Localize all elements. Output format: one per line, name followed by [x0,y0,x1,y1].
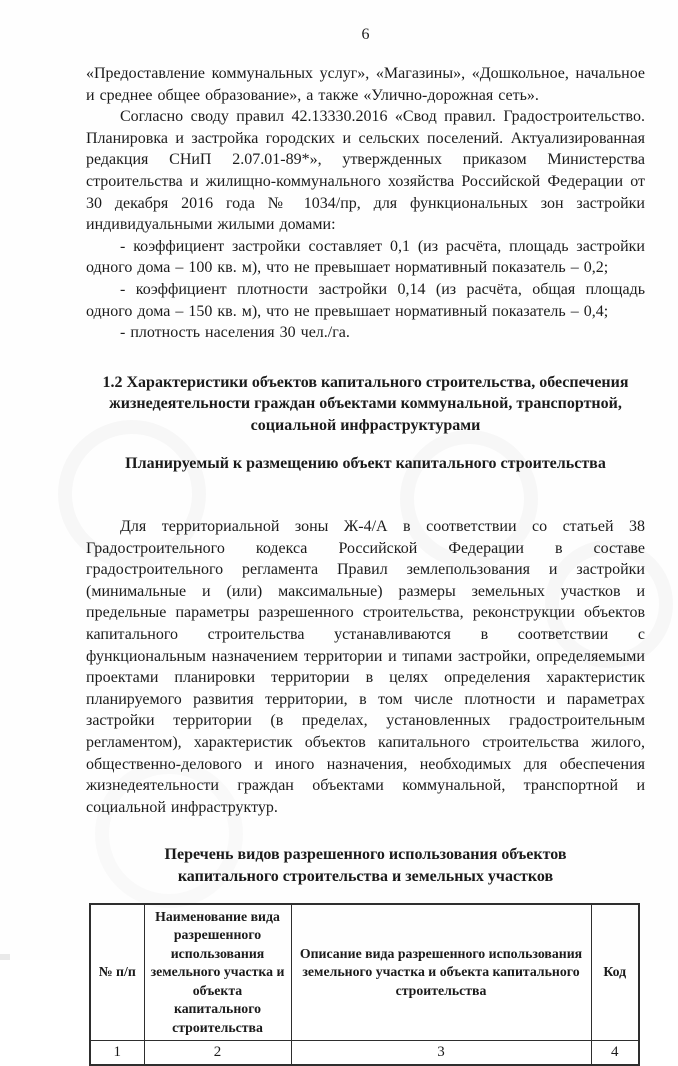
list-item-coefficient-plotnosti: - коэффициент плотности застройки 0,14 (из расчёта, общая площадь одного дома – 150 кв. м), что не превышает нормативный показатель – 0,4; [86,280,645,320]
page-content [86,0,645,1066]
table-header-row [90,904,639,1041]
header-cell-code: Код [591,904,639,1041]
spacer [86,474,645,516]
column-number-cell: 4 [591,1041,639,1066]
table-column-numbers-row [90,1041,639,1066]
spacer [86,437,645,453]
spacer [86,344,645,372]
column-number-cell: 1 [90,1041,144,1066]
header-cell-use-description: Описание вида разрешенного использования земельного участка и объекта капитального строительства [291,904,591,1041]
spacer [86,888,645,903]
paragraph-svod-pravil: Согласно своду правил 42.13330.2016 «Свод правил. Градостроительство. Планировка и застройка городских и сельских поселений. Актуализированная редакция СНиП 2.07.01-89*», утвержденных приказом Министерства строительства и жилищно-коммунального хозяйства Российской Федерации от 30 декабря 2016 года № 1034/пр, для функциональных зон застройки индивидуальными жилыми домами: [86,108,645,234]
permitted-use-table [89,903,640,1066]
column-number-cell: 3 [291,1041,591,1066]
table-title: Перечень видов разрешенного использования объектов капитального строительства и земельных участков [164,846,567,885]
column-number-cell: 2 [144,1041,291,1066]
list-item-plotnost-naseleniya: - плотность населения 30 чел./га. [120,324,350,342]
subheading-planned-object: Планируемый к размещению объект капитального строительства [125,454,606,472]
list-item-coefficient-zastroyki: - коэффициент застройки составляет 0,1 (из расчёта, площадь застройки одного дома – 100 кв. м), что не превышает нормативный показатель – 0,2; [86,237,645,277]
paragraph-communal-services: «Предоставление коммунальных услуг», «Магазины», «Дошкольное, начальное и среднее общее образование», а также «Улично-дорожная сеть». [86,65,645,104]
spacer [86,818,645,844]
page-number: 6 [361,26,370,43]
section-heading-1-2: 1.2 Характеристики объектов капитального строительства, обеспечения жизнедеятельности граждан объектами коммунальной, транспортной, социальной инфраструктурами [102,373,629,434]
paragraph-territorial-zone: Для территориальной зоны Ж-4/А в соответствии со статьей 38 Градостроительного кодекса Российской Федерации в составе градостроительного регламента Правил землепользования и застройки (минимальные и (или) максимальные) размеры земельных участков и предельные параметры разрешенного строительства, реконструкции объектов капитального строительства устанавливаются в соответствии с функциональным назначением территории и типами застройки, определяемыми проектами планировки территории в целях определения характеристик планируемого развития территории, в том числе плотности и параметрах застройки территории (в пределах, установленных градостроительным регламентом), характеристик объектов капитального строительства жилого, общественно-делового и иного назначения, необходимых для обеспечения жизнедеятельности граждан объектами коммунальной, транспортной и социальной инфраструктур. [86,518,645,816]
header-cell-use-name: Наименование вида разрешенного использования земельного участка и объекта капитального строительства [144,904,291,1041]
header-cell-row-number: № п/п [90,904,144,1041]
scan-corner-artifact [0,954,10,960]
